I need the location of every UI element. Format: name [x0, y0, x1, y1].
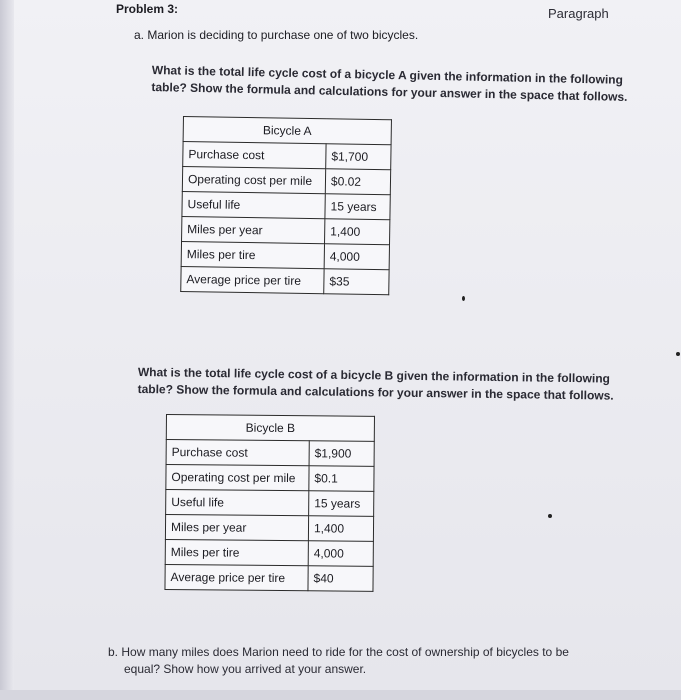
- table-row: [182, 216, 390, 244]
- row-label: Operating cost per mile: [182, 167, 325, 194]
- table-row: [181, 266, 389, 294]
- row-value: 15 years: [309, 491, 374, 517]
- part-a-intro-text: Marion is deciding to purchase one of two bicycles.: [147, 28, 419, 42]
- row-value: 4,000: [308, 541, 373, 567]
- row-value: $40: [308, 566, 373, 592]
- part-a-intro: [134, 28, 418, 42]
- table-row: [182, 167, 390, 195]
- row-label: Useful life: [182, 191, 325, 218]
- problem-title: Problem 3:: [116, 2, 179, 16]
- speck-mark: [548, 514, 552, 518]
- table-row: [165, 515, 373, 542]
- table-row: [181, 241, 389, 269]
- bicycle-b-title: Bicycle B: [166, 415, 374, 442]
- bicycle-a-title: Bicycle A: [183, 117, 391, 145]
- row-label: Average price per tire: [181, 266, 324, 293]
- page-bottom-edge: [0, 690, 681, 700]
- part-a-label: a.: [134, 28, 145, 42]
- question-bicycle-a: [151, 62, 628, 106]
- row-value: $0.1: [309, 466, 374, 492]
- row-value: 4,000: [324, 244, 389, 270]
- row-label: Miles per tire: [181, 241, 324, 268]
- speck-mark: [676, 352, 680, 356]
- row-label: Miles per tire: [165, 539, 308, 565]
- part-b-question: [108, 644, 569, 678]
- question-b-line-2: table? Show the formula and calculations for your answer in the space that follows.: [137, 381, 614, 403]
- row-value: 1,400: [308, 516, 373, 542]
- row-label: Miles per year: [182, 216, 325, 243]
- table-row: [166, 465, 374, 492]
- table-row: [183, 142, 391, 170]
- speck-mark: [462, 296, 465, 301]
- row-value: $35: [324, 269, 389, 295]
- question-b-line-1: What is the total life cycle cost of a bicycle B given the information in the following: [137, 364, 611, 386]
- row-label: Average price per tire: [165, 564, 308, 590]
- row-label: Miles per year: [165, 515, 308, 541]
- table-row: [165, 564, 373, 591]
- row-label: Purchase cost: [183, 142, 326, 169]
- bicycle-a-table: [180, 116, 392, 295]
- page-edge: [0, 0, 14, 700]
- row-label: Useful life: [166, 490, 309, 516]
- question-bicycle-b: [138, 364, 615, 405]
- paragraph-style-label[interactable]: Paragraph: [548, 6, 609, 21]
- row-label: Operating cost per mile: [166, 465, 309, 491]
- part-b-line-2: equal? Show how you arrived at your answer.: [124, 662, 367, 676]
- table-row: [166, 440, 374, 467]
- row-value: $1,900: [309, 441, 374, 467]
- question-a-line-1: What is the total life cycle cost of a bicycle A given the information in the following: [151, 62, 624, 87]
- bicycle-b-table: [164, 414, 375, 592]
- row-value: 15 years: [325, 194, 390, 220]
- row-label: Purchase cost: [166, 440, 309, 466]
- part-b-label: b.: [108, 645, 119, 659]
- table-row: [182, 191, 390, 219]
- row-value: $1,700: [326, 144, 391, 170]
- table-row: [166, 490, 374, 517]
- row-value: 1,400: [325, 219, 390, 245]
- row-value: $0.02: [325, 169, 390, 195]
- part-b-line-1: How many miles does Marion need to ride for the cost of ownership of bicycles to be: [121, 645, 569, 659]
- question-a-line-2: table? Show the formula and calculations for your answer in the space that follows.: [151, 79, 628, 104]
- table-row: [165, 539, 373, 566]
